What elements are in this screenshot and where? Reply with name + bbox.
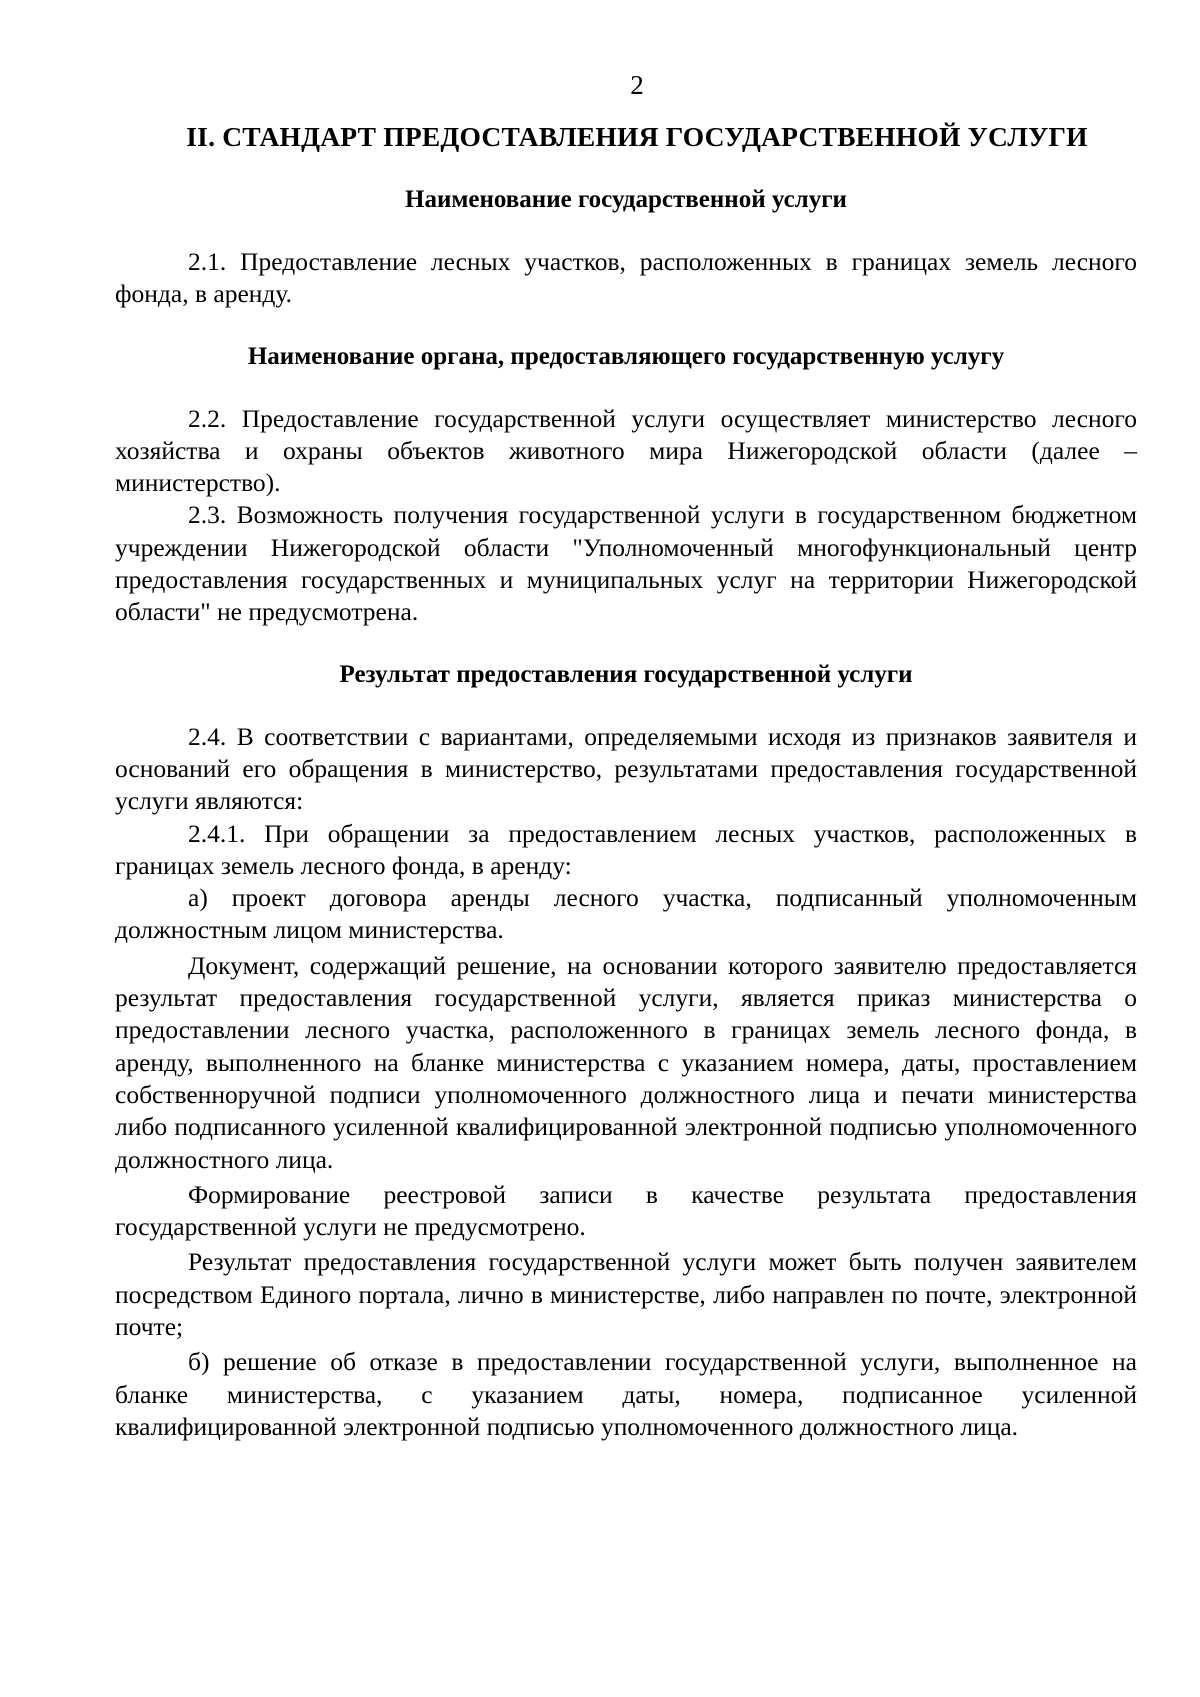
paragraph-2-2: 2.2. Предоставление государственной услуги осуществляет министерство лесного хозяйства и охраны объектов животного мира Нижегородской области (далее – министерство). (115, 403, 1137, 498)
document-page (115, 68, 1137, 1443)
paragraph-registry-record: Формирование реестровой записи в качестве результата предоставления государственной услуги не предусмотрено. (115, 1179, 1137, 1242)
paragraph-2-1: 2.1. Предоставление лесных участков, расположенных в границах земель лесного фонда, в аренду. (115, 247, 1137, 309)
paragraph-item-b: б) решение об отказе в предоставлении государственной услуги, выполненное на бланке министерства, с указанием даты, номера, подписанное усиленной квалифицированной электронной подписью уполномоченного должностного лица. (115, 1347, 1137, 1441)
paragraph-result-delivery: Результат предоставления государственной услуги может быть получен заявителем посредством Единого портала, лично в министерстве, либо направлен по почте, электронной почте; (115, 1247, 1137, 1342)
paragraph-decision-document: Документ, содержащий решение, на основании которого заявителю предоставляется результат предоставления государственной услуги, является приказ министерства о предоставлении лесного участка, расположенного в границах земель лесного фонда, в аренду, выполненного на бланке министерства с указанием номера, даты, проставлением собственноручной подписи уполномоченного должностного лица и печати министерства либо подписанного усиленной квалифицированной электронной подписью уполномоченного должностного лица. (115, 950, 1137, 1174)
heading-service-result: Результат предоставления государственной услуги (339, 660, 913, 688)
paragraph-2-4-1: 2.4.1. При обращении за предоставлением лесных участков, расположенных в границах земель лесного фонда, в аренду: (115, 818, 1137, 880)
heading-service-name: Наименование государственной услуги (405, 186, 847, 213)
page-number: 2 (630, 70, 644, 100)
paragraph-2-3: 2.3. Возможность получения государственной услуги в государственном бюджетном учреждении Нижегородской области "Уполномоченный многофункциональный центр предоставления государственных и муниципальных услуг на территории Нижегородской области" не предусмотрена. (115, 500, 1137, 627)
paragraph-item-a: а) проект договора аренды лесного участка, подписанный уполномоченным должностным лицом министерства. (115, 883, 1137, 945)
section-title: II. СТАНДАРТ ПРЕДОСТАВЛЕНИЯ ГОСУДАРСТВЕННОЙ УСЛУГИ (186, 121, 1088, 152)
heading-authority-name: Наименование органа, предоставляющего государственную услугу (247, 342, 1005, 370)
paragraph-2-4: 2.4. В соответствии с вариантами, определяемыми исходя из признаков заявителя и оснований его обращения в министерство, результатами предоставления государственной услуги являются: (115, 721, 1137, 816)
